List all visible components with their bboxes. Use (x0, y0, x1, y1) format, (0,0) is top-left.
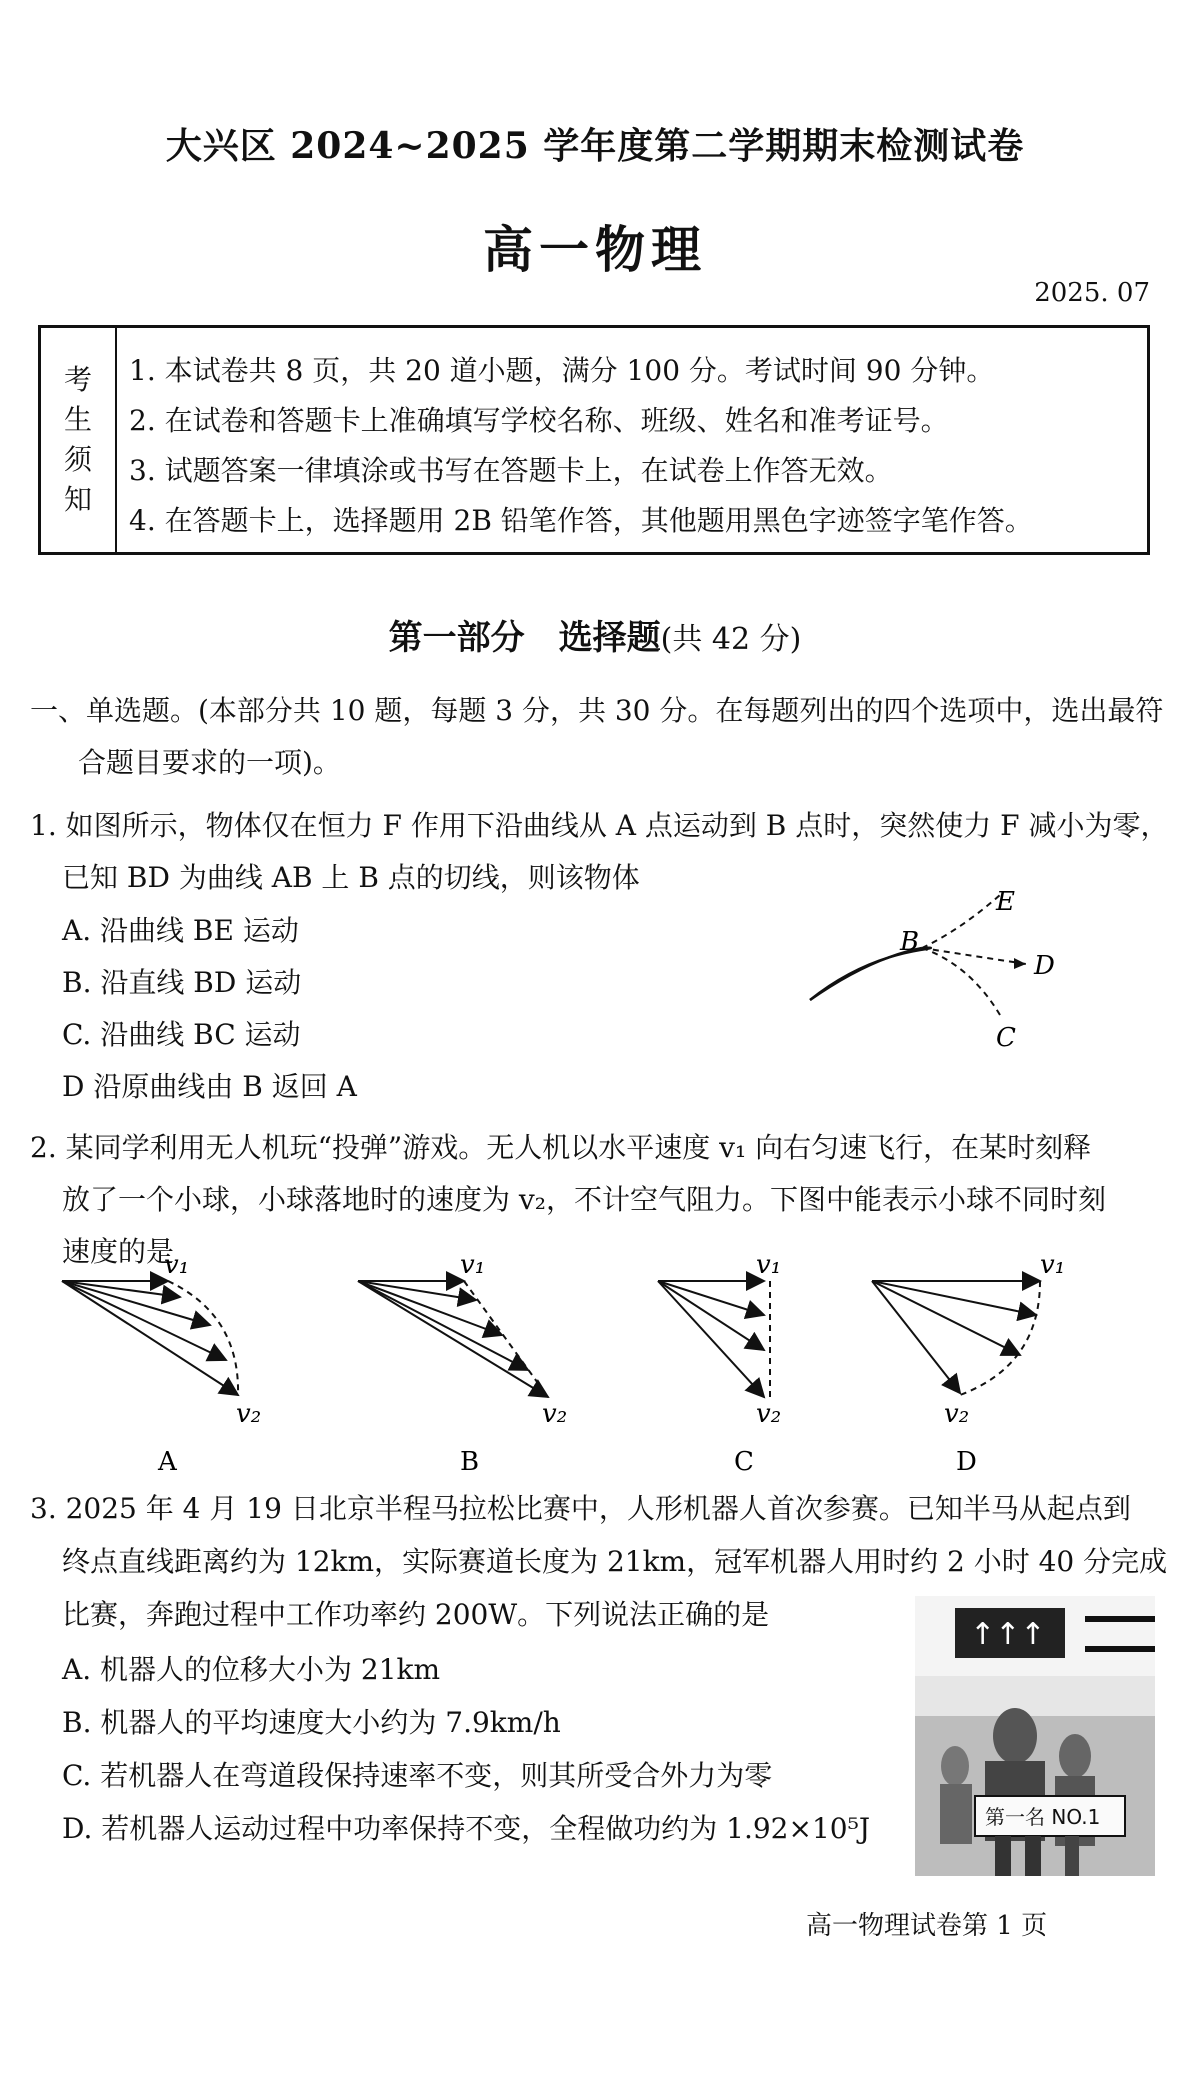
q3-option-a: A. 机器人的位移大小为 21km (62, 1653, 441, 1686)
section-title (0, 610, 1190, 659)
q3-stem-line1: 3. 2025 年 4 月 19 日北京半程马拉松比赛中，人形机器人首次参赛。已知半马从起点到 (30, 1492, 1131, 1525)
q1-stem-line2: 已知 BD 为曲线 AB 上 B 点的切线，则该物体 (62, 861, 640, 894)
q3-stem-line2: 终点直线距离约为 12km，实际赛道长度为 21km，冠军机器人用时约 2 小时 40 分完成 (62, 1545, 1168, 1578)
q2-stem-line3: 速度的是 (62, 1235, 175, 1268)
q2-stem-line2: 放了一个小球，小球落地时的速度为 v₂，不计空气阻力。下图中能表示小球不同时刻 (62, 1183, 1106, 1216)
label-d: D (1034, 951, 1055, 981)
section-points: (共 42 分) (660, 622, 802, 657)
subject-title: 高一物理 (483, 220, 707, 279)
notice-item: 2. 在试卷和答题卡上准确填写学校名称、班级、姓名和准考证号。 (129, 404, 949, 437)
label-c: C (996, 1023, 1016, 1053)
notice-item: 3. 试题答案一律填涂或书写在答题卡上，在试卷上作答无效。 (129, 454, 893, 487)
q2-b-v2: v₂ (542, 1399, 568, 1429)
part1-instructions-line2: 合题目要求的一项)。 (78, 746, 341, 779)
q2-a-v1: v₁ (164, 1255, 190, 1280)
q2-choice-d: D (956, 1447, 977, 1475)
notice-heading-char: 考 (63, 363, 92, 396)
q3-option-b: B. 机器人的平均速度大小约为 7.9km/h (62, 1706, 561, 1739)
notice-heading-char: 知 (63, 483, 92, 516)
q2-diagram-c (658, 1255, 781, 1475)
q2-b-v1: v₁ (460, 1255, 486, 1280)
q2-a-v2: v₂ (236, 1399, 262, 1429)
photo-banner-text: 第一名 NO.1 (985, 1805, 1101, 1829)
q1-option-b: B. 沿直线 BD 运动 (62, 966, 302, 999)
q2-d-v1: v₁ (1040, 1255, 1066, 1280)
arrow-d (1014, 958, 1026, 969)
section-title-text: 第一部分 选择题 (388, 618, 661, 658)
q1-option-d: D 沿原曲线由 B 返回 A (62, 1070, 357, 1103)
exam-title: 大兴区 2024~2025 学年度第二学期期末检测试卷 (165, 125, 1025, 167)
notice-heading-char: 须 (63, 443, 92, 476)
notice-heading (41, 328, 117, 552)
q2-choice-b: B (460, 1447, 480, 1475)
q2-d-v2: v₂ (944, 1399, 970, 1429)
curve-be (922, 895, 1000, 948)
notice-heading-char: 生 (63, 403, 92, 436)
label-b: B (900, 927, 920, 957)
q2-choice-c: C (734, 1447, 754, 1475)
q2-c-v2: v₂ (756, 1399, 782, 1429)
svg-text:↑↑↑: ↑↑↑ (970, 1617, 1046, 1652)
label-e: E (996, 890, 1015, 917)
part1-instructions-line1: 一、单选题。(本部分共 10 题，每题 3 分，共 30 分。在每题列出的四个选项中，选出最符 (30, 694, 1164, 727)
q1-option-c: C. 沿曲线 BC 运动 (62, 1018, 301, 1051)
notice-box (38, 325, 1150, 555)
q3-option-c: C. 若机器人在弯道段保持速率不变，则其所受合外力为零 (62, 1759, 773, 1792)
q2-stem-line1: 2. 某同学利用无人机玩“投弹”游戏。无人机以水平速度 v₁ 向右匀速飞行，在某时刻释 (30, 1131, 1092, 1164)
q2-diagram-b (358, 1255, 567, 1475)
photo-illustration (915, 1596, 1155, 1876)
notice-item: 4. 在答题卡上，选择题用 2B 铅笔作答，其他题用黑色字迹签字笔作答。 (129, 504, 1033, 537)
q2-c-v1: v₁ (756, 1255, 782, 1280)
exam-date: 2025. 07 (1034, 278, 1150, 308)
q1-option-a: A. 沿曲线 BE 运动 (62, 914, 299, 947)
q3-option-d: D. 若机器人运动过程中功率保持不变，全程做功约为 1.92×10⁵J (62, 1812, 871, 1845)
line-bd (922, 948, 1026, 964)
page-footer: 高一物理试卷第 1 页 (806, 1911, 1048, 1941)
q2-choice-a: A (158, 1447, 177, 1475)
q2-diagram-d (872, 1255, 1065, 1475)
q2-velocity-diagrams (40, 1255, 1120, 1475)
notice-items (129, 346, 1033, 546)
marathon-robot-photo (915, 1596, 1155, 1876)
q1-stem-line1: 1. 如图所示，物体仅在恒力 F 作用下沿曲线从 A 点运动到 B 点时，突然使力 F 减小为零， (30, 809, 1169, 842)
q2-diagram-a (62, 1255, 261, 1475)
q3-stem-line3: 比赛，奔跑过程中工作功率约 200W。下列说法正确的是 (62, 1598, 770, 1631)
q1-trajectory-diagram (800, 890, 1100, 1070)
notice-item: 1. 本试卷共 8 页，共 20 道小题，满分 100 分。考试时间 90 分钟。 (129, 354, 995, 387)
